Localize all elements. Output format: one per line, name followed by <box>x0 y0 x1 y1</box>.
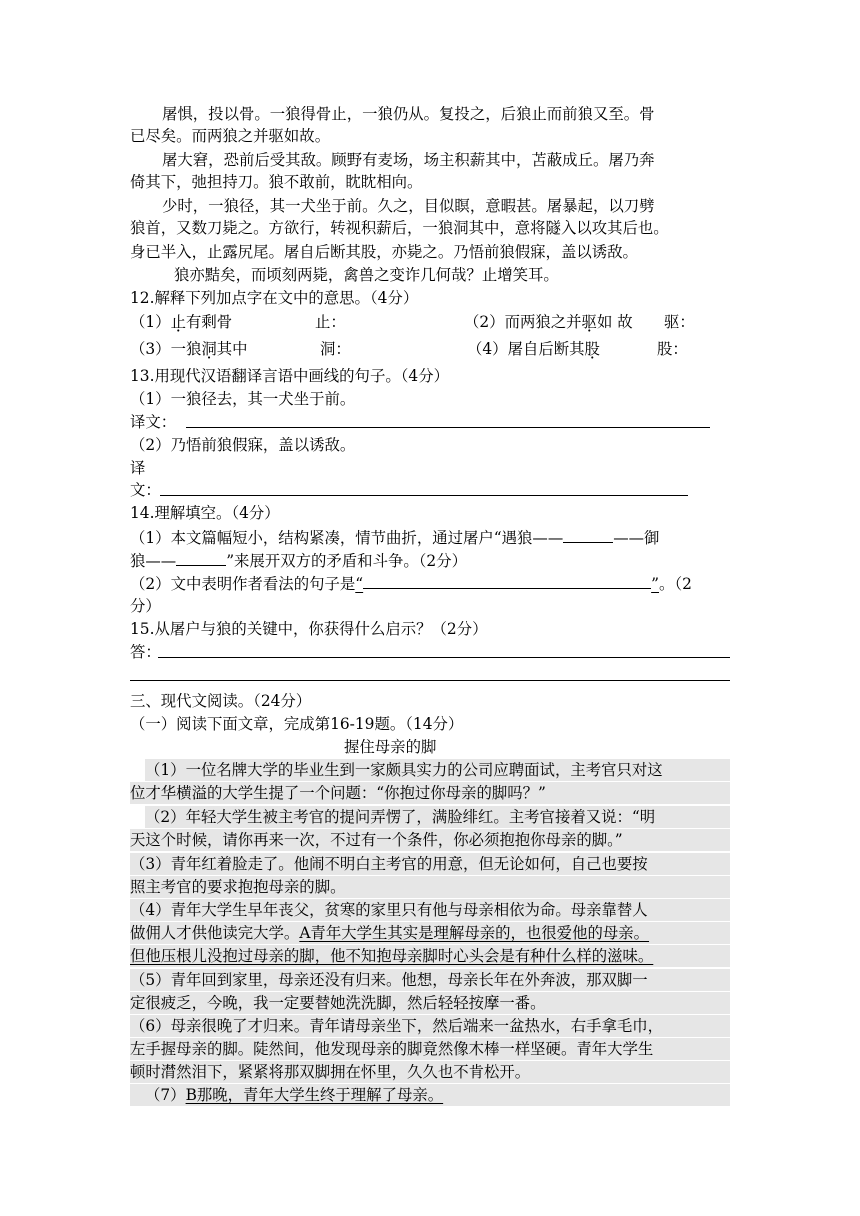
q13-sentence-1: （1）一狼径去，其一犬坐于前。 <box>130 390 356 408</box>
article-paragraph-line: （7）B那晚，青年大学生终于理解了母亲。 <box>130 1084 730 1106</box>
section-3-subtitle: （一）阅读下面文章，完成第16-19题。（14分） <box>130 715 464 733</box>
passage-line: 屠大窘，恐前后受其敌。顾野有麦场，场主积薪其中，苫蔽成丘。屠乃奔 <box>162 151 655 169</box>
answer-line[interactable] <box>186 427 710 428</box>
q13-answer-label-2b: 文： <box>130 481 161 499</box>
article-paragraph-line: 左手握母亲的脚。陡然间，他发现母亲的脚竟然像木棒一样坚硬。青年大学生 <box>130 1038 730 1060</box>
passage-line: 身已半入，止露尻尾。屠自后断其股，亦毙之。乃悟前狼假寐，盖以诱敌。 <box>130 243 638 261</box>
q15-answer-label: 答： <box>130 643 161 661</box>
answer-line[interactable] <box>158 657 730 658</box>
answer-line[interactable] <box>160 495 688 496</box>
article-paragraph-line: 定很疲乏，今晚，我一定要替她洗洗脚，然后轻轻按摩一番。 <box>130 992 730 1014</box>
section-3-title: 三、现代文阅读。（24分） <box>130 692 312 710</box>
q12-item-3: （3）一狼洞其中 <box>130 340 248 358</box>
q12-label-2: 驱： <box>664 313 695 331</box>
article-paragraph-line: 照主考官的要求抱抱母亲的脚。 <box>130 876 730 898</box>
q13-answer-label-1: 译文： <box>130 413 177 431</box>
q13-sentence-2: （2）乃悟前狼假寐，盖以诱敌。 <box>130 436 356 454</box>
question-15-title: 15.从屠户与狼的关键中，你获得什么启示？（2分） <box>130 620 488 638</box>
article-paragraph-line: （3）青年红着脸走了。他闹不明白主考官的用意，但无论如何，自己也要按 <box>130 853 730 875</box>
article-paragraph-line: 顿时潸然泪下，紧紧将那双脚拥在怀里，久久也不肯松开。 <box>130 1061 730 1083</box>
q14-line-1: （1）本文篇幅短小，结构紧凑，情节曲折，通过屠户“遇狼—— ——御 <box>130 526 659 548</box>
q14-line-4: 分） <box>130 597 161 615</box>
q12-label-3: 洞： <box>320 340 351 358</box>
q12-item-2: （2）而两狼之并驱如 故 <box>464 313 633 331</box>
article-paragraph-line: （4）青年大学生早年丧父，贫寒的家里只有他与母亲相依为命。母亲靠替人 <box>130 899 730 921</box>
underlined-sentence-b: B那晚，青年大学生终于理解了母亲。 <box>185 1086 444 1104</box>
question-13-title: 13.用现代汉语翻译言语中画线的句子。（4分） <box>130 367 449 385</box>
q14-line-2: 狼—— ”来展开双方的矛盾和斗争。（2分） <box>130 549 467 571</box>
underlined-sentence-a: A青年大学生其实是理解母亲的，也很爱他的母亲。 <box>299 924 650 942</box>
fill-blank-2[interactable] <box>176 549 226 566</box>
q12-label-4: 股： <box>657 340 688 358</box>
article-paragraph-line: 位才华横溢的大学生提了一个问题：“你抱过你母亲的脚吗？” <box>130 782 730 804</box>
article-paragraph-line: （6）母亲很晚了才归来。青年请母亲坐下，然后端来一盆热水，右手拿毛巾， <box>130 1015 730 1037</box>
q14-line-3: （2）文中表明作者看法的句子是“ ”。（2 <box>130 572 692 594</box>
q13-answer-label-2a: 译 <box>130 459 146 477</box>
article-paragraph-line: 天这个时候，请你再来一次，不过有一个条件，你必须抱抱你母亲的脚。” <box>130 829 730 851</box>
article-paragraph-line: （1）一位名牌大学的毕业生到一家颇具实力的公司应聘面试，主考官只对这 <box>145 759 730 781</box>
passage-line: 狼首，又数刀毙之。方欲行，转视积薪后，一狼洞其中，意将隧入以攻其后也。 <box>130 219 669 237</box>
passage-line: 少时，一狼径，其一犬坐于前。久之，目似瞑，意暇甚。屠暴起，以刀劈 <box>162 197 655 215</box>
answer-line[interactable] <box>130 680 730 681</box>
passage-line: 屠惧，投以骨。一狼得骨止，一狼仍从。复投之，后狼止而前狼又至。骨 <box>162 105 655 123</box>
q12-item-1: （1）止有剩骨 <box>130 313 233 331</box>
article-paragraph-line: 做佣人才供他读完大学。A青年大学生其实是理解母亲的，也很爱他的母亲。 <box>130 922 730 944</box>
passage-line: 已尽矣。而两狼之并驱如故。 <box>130 127 331 145</box>
fill-blank-1[interactable] <box>563 526 613 543</box>
q12-label-1: 止： <box>315 313 346 331</box>
article-paragraph-line: （5）青年回到家里，母亲还没有归来。他想，母亲长年在外奔波，那双脚一 <box>130 969 730 991</box>
article-title: 握住母亲的脚 <box>344 738 437 756</box>
article-paragraph-line: 但他压根儿没抱过母亲的脚，他不知抱母亲脚时心头会是有种什么样的滋味。 <box>130 945 730 967</box>
article-paragraph-line: （2）年轻大学生被主考官的提问弄愣了，满脸绯红。主考官接着又说：“明 <box>145 806 730 828</box>
fill-blank-3[interactable] <box>363 572 651 589</box>
question-12-title: 12.解释下列加点字在文中的意思。（4分） <box>130 289 419 307</box>
passage-line: 倚其下，弛担持刀。狼不敢前，眈眈相向。 <box>130 173 423 191</box>
passage-line: 狼亦黠矣，而顷刻两毙，禽兽之变诈几何哉？止增笑耳。 <box>174 266 559 284</box>
question-14-title: 14.理解填空。（4分） <box>130 504 280 522</box>
q12-item-4: （4）屠自后断其股 <box>467 340 600 358</box>
